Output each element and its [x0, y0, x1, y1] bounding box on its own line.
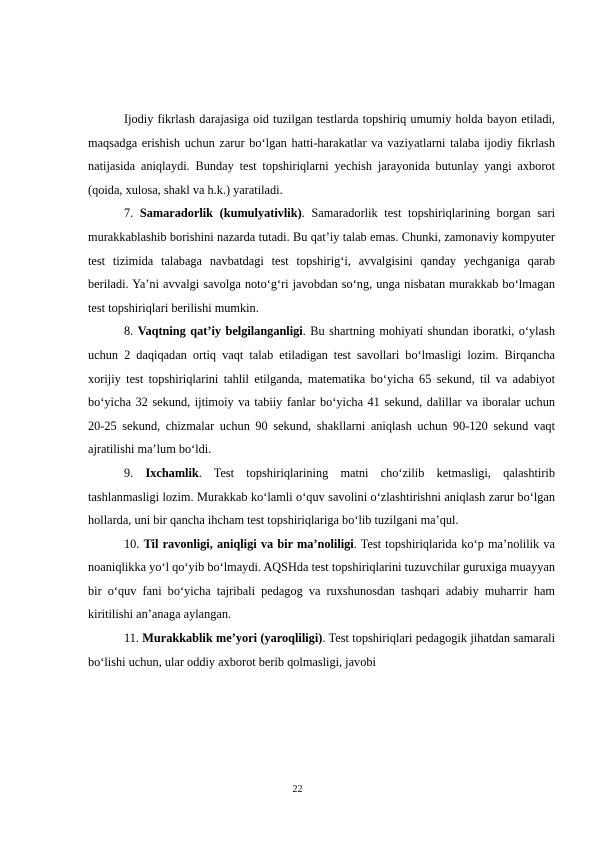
- paragraph-text: . Test topshiriqlarida ko‘p ma’nolilik va noaniqlikka yo‘l qo‘yib bo‘lmaydi. AQSHda test topshiriqlarini tuzuvchilar guruxiga muayyan bir o‘quv fani bo‘yicha tajribali pedagog va ruxshunosdan tashqari adabiy muharrir ham kiritilishi an’anaga aylangan.: [88, 536, 555, 622]
- item-term: Vaqtning qat’iy belgilanganligi: [137, 324, 303, 339]
- paragraph-item-9: [88, 462, 555, 533]
- item-number: 9.: [124, 465, 134, 480]
- paragraph-text: Ijodiy fikrlash darajasiga oid tuzilgan testlarda topshiriq umumiy holda bayon etiladi, maqsadga erishish uchun zarur bo‘lgan hatti-harakatlar va vaziyatlarni talaba ijodiy fikrlash natijasida aniqlaydi. Bunday test topshiriqlarni yechish jarayonida butunlay yangi axborot (qoida, xulosa, shakl va h.k.) yaratiladi.: [88, 112, 555, 197]
- paragraph-text: . Bu shartning mohiyati shundan iboratki, o‘ylash uchun 2 daqiqadan ortiq vaqt talab etiladigan test savollari bo‘lmasligi lozim. Birqancha xorijiy test topshiriqlarini tahlil etilganda, matematika bo‘yicha 65 sekund, til va adabiyot bo‘yicha 32 sekund, ijtimoiy va tabiiy fanlar bo‘yicha 41 sekund, dalillar va iboralar uchun 20-25 sekund, chizmalar uchun 90 sekund, shakllarni aniqlash uchun 90-120 sekund vaqt ajratilishi ma’lum bo‘ldi.: [88, 324, 555, 457]
- paragraph-text: . Test topshiriqlarining matni cho‘zilib ketmasligi, qalashtirib tashlanmasligi lozim. Murakkab ko‘lamli o‘quv savolini o‘zlashtirishni aniqlash zarur bo‘lgan hollarda, uni bir qancha ihcham test topshiriqlariga bo‘lib tuzilgani ma’qul.: [88, 465, 555, 528]
- item-term: Ixchamlik: [145, 465, 199, 480]
- item-number: 8.: [124, 324, 134, 339]
- page-body: [88, 108, 555, 674]
- item-term: Samaradorlik (kumulyativlik): [139, 206, 302, 221]
- paragraph-item-10: [88, 533, 555, 627]
- paragraph-intro: [88, 108, 555, 202]
- paragraph-text: . Test topshiriqlari pedagogik jihatdan samarali bo‘lishi uchun, ular oddiy axborot berib qolmasligi, javobi: [88, 631, 555, 669]
- paragraph-item-8: [88, 320, 555, 462]
- item-number: 11.: [124, 631, 139, 646]
- item-term: Til ravonligi, aniqligi va bir ma’noliligi: [143, 536, 354, 551]
- item-term: Murakkablik me’yori (yaroqliligi): [142, 631, 323, 646]
- paragraph-item-11: [88, 627, 555, 674]
- page-number: 22: [292, 784, 303, 795]
- paragraph-item-7: [88, 202, 555, 320]
- item-number: 10.: [124, 536, 140, 551]
- item-number: 7.: [124, 206, 134, 221]
- paragraph-text: . Samaradorlik test topshiriqlarining borgan sari murakkablashib borishini nazarda tutadi. Bu qat’iy talab emas. Chunki, zamonaviy kompyuter test tizimida talabaga navbatdagi test topshirig‘i, avvalgisini qanday yechganiga qarab beriladi. Ya’ni avvalgi savolga noto‘g‘ri javobdan so‘ng, unga nisbatan murakkab bo‘lmagan test topshiriqlari berilishi mumkin.: [88, 206, 556, 315]
